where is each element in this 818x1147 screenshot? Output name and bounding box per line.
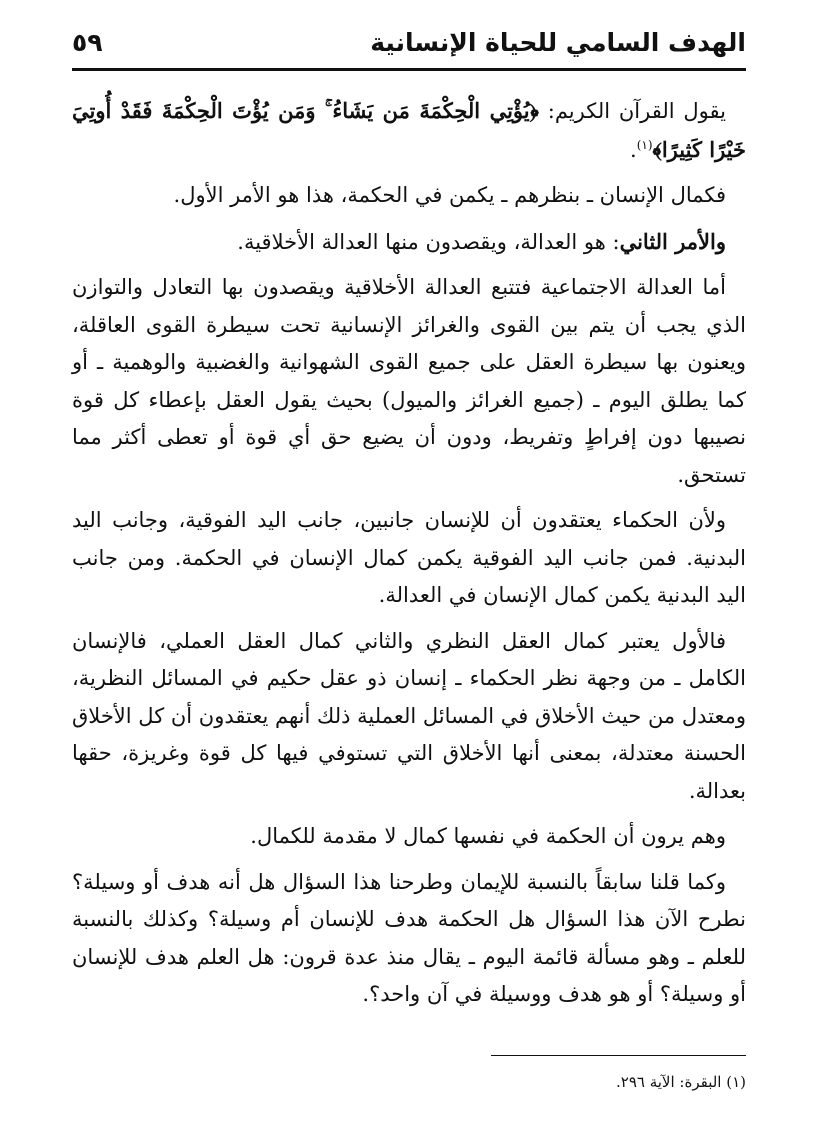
quote-tail: . [630, 137, 637, 162]
paragraph-wisdom-perfection: وهم يرون أن الحكمة في نفسها كمال لا مقدمة للكمال. [250, 824, 726, 848]
second-matter-text: : هو العدالة، ويقصدون منها العدالة الأخلاقية. [237, 229, 620, 254]
paragraph-social-justice: أما العدالة الاجتماعية فتتبع العدالة الأخلاقية ويقصدون بها التعادل والتوازن الذي يجب أن يتم بين القوى والغرائز الإنسانية تحت سيطرة القوى العاقلة، ويعنون بها سيطرة العقل على جميع القوى الشهوانية والغضبية والوهمية ـ أو كما يطلق اليوم ـ (جميع الغرائز والميول) بحيث يقول العقل بإعطاء كل قوة نصيبها دون إفراطٍ وتفريط، ودون أن يضيع حق أي قوة أو تعطى أكثر مما تستحق. [72, 275, 746, 487]
paragraph-quran-quote [72, 92, 746, 169]
paragraph-perfect-human: فالأول يعتبر كمال العقل النظري والثاني كمال العقل العملي، فالإنسان الكامل ـ من وجهة نظر الحكماء ـ إنسان ذو عقل حكيم في المسائل النظرية، ومعتدل من حيث الأخلاق في المسائل العملية ذلك أنهم يعتقدون أن كل الأخلاق الحسنة معتدلة، بمعنى أنها الأخلاق التي تستوفي فيها كل قوة وغريزة، حقها بعدالة. [72, 628, 746, 803]
running-header [72, 26, 746, 66]
page-number: ٥٩ [72, 28, 103, 57]
footnote: (١) البقرة: الآية ٢٩٦. [615, 1073, 746, 1091]
quote-intro: يقول القرآن الكريم: [538, 99, 726, 123]
header-rule [72, 68, 746, 71]
body-text [72, 92, 746, 1022]
second-matter-heading: والأمر الثاني [619, 228, 726, 254]
footnote-rule [491, 1055, 746, 1056]
footnote-reference: (١) [636, 137, 653, 152]
paragraph-second-matter [72, 223, 746, 262]
paragraph-first-matter: فكمال الإنسان ـ بنظرهم ـ يكمن في الحكمة، هذا هو الأمر الأول. [173, 183, 726, 207]
paragraph-two-sides: ولأن الحكماء يعتقدون أن للإنسان جانبين، جانب اليد الفوقية، وجانب اليد البدنية. فمن جانب اليد الفوقية يكمن كمال الإنسان في الحكمة. ومن جانب اليد البدنية يكمن كمال الإنسان في العدالة. [72, 508, 746, 607]
header-title: الهدف السامي للحياة الإنسانية [370, 28, 746, 57]
paragraph-goal-or-means: وكما قلنا سابقاً بالنسبة للإيمان وطرحنا هذا السؤال هل أنه هدف أو وسيلة؟ نطرح الآن هذا السؤال هل الحكمة هدف للإنسان أم وسيلة؟ وكذلك بالنسبة للعلم ـ وهو مسألة قائمة اليوم ـ يقال منذ عدة قرون: هل العلم هدف للإنسان أو وسيلة؟ أو هو هدف ووسيلة في آن واحد؟. [72, 869, 746, 1006]
quran-verse: ﴿يُؤْتِي الْحِكْمَةَ مَن يَشَاءُ ۚ وَمَن يُؤْتَ الْحِكْمَةَ فَقَدْ أُوتِيَ خَيْرًا كَثِيرًا﴾ [72, 98, 746, 162]
